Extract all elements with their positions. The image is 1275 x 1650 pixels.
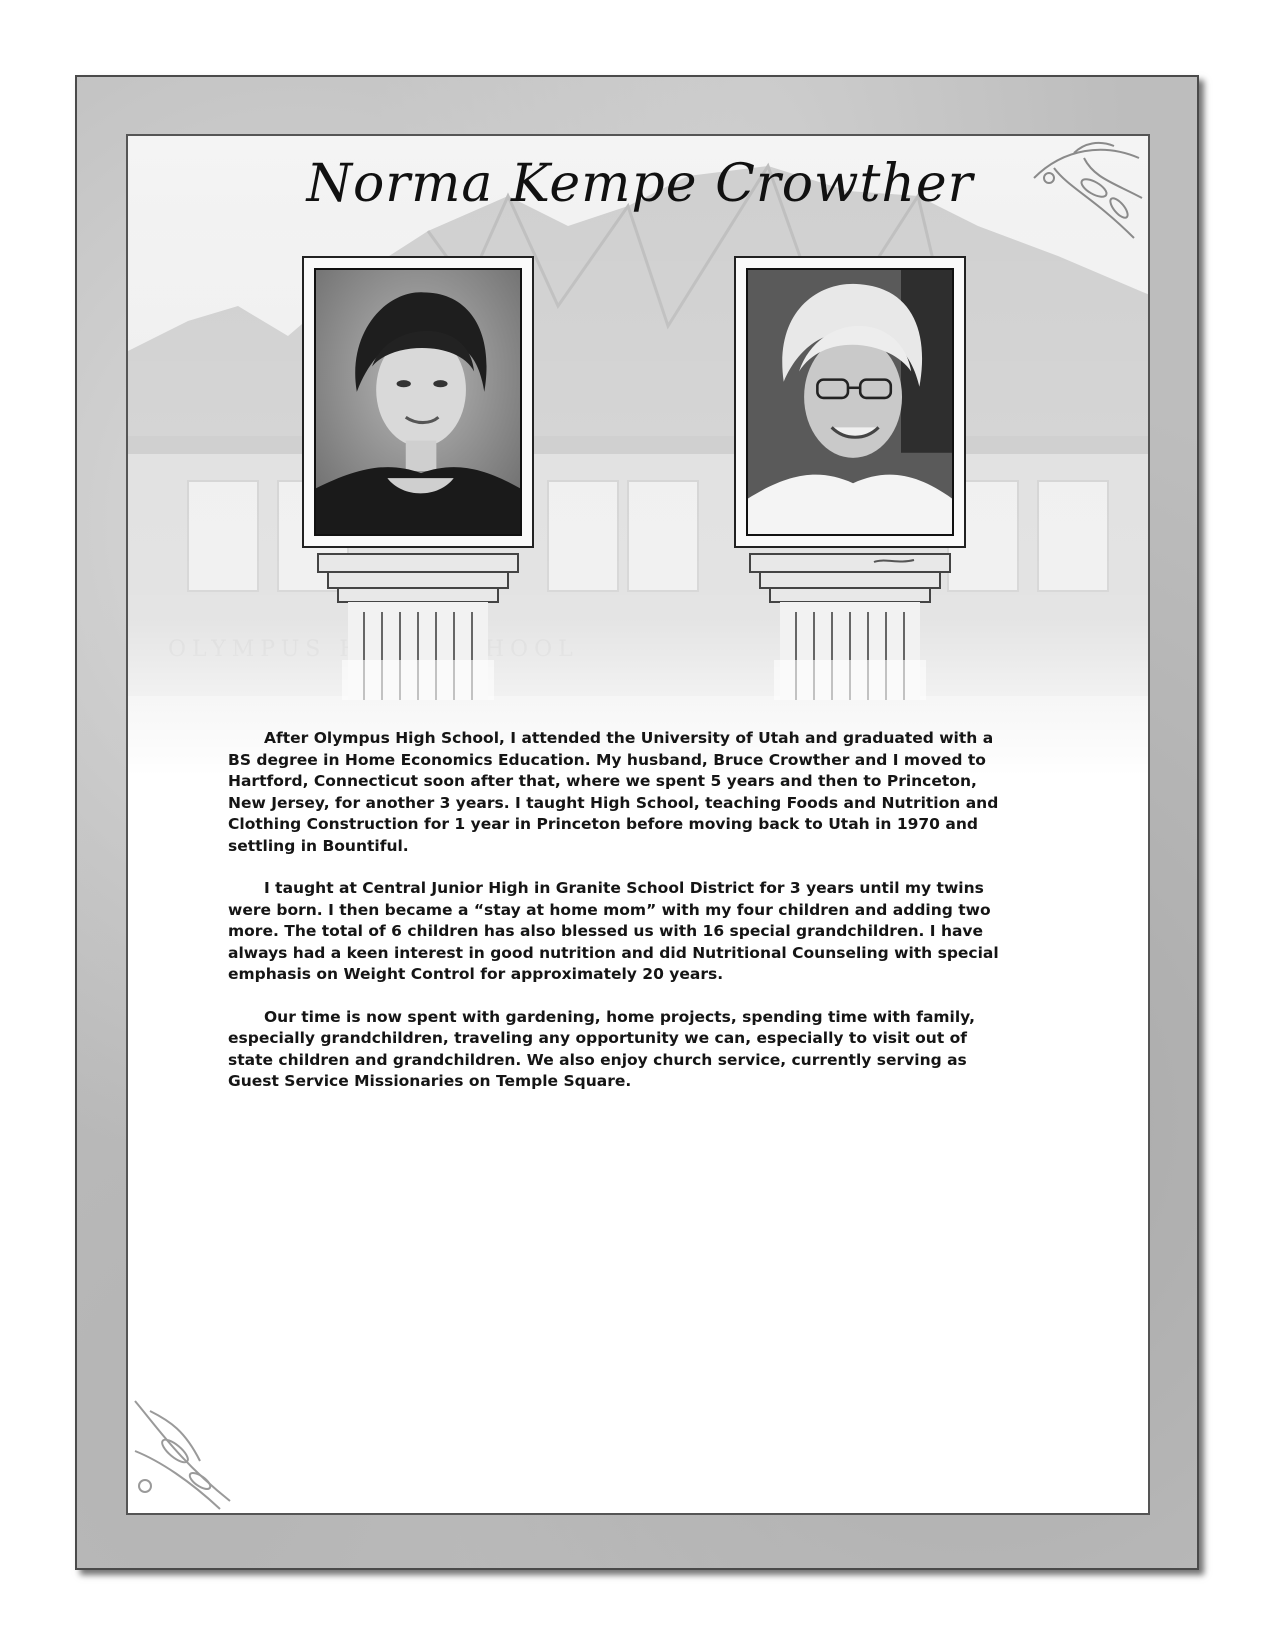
portrait-older-icon [746, 268, 954, 536]
photo-frame-left [302, 256, 534, 548]
floral-flourish-icon [130, 1391, 240, 1511]
background-scene [128, 136, 1150, 776]
page-frame [75, 75, 1199, 1570]
biography [228, 728, 1008, 1114]
bio-paragraph: I taught at Central Junior High in Granite School District for 3 years until my twins were born. I then became a “stay at home mom” with my four children and adding two more. The total of 6 children has also blessed us with 16 special grandchildren. I have always had a keen interest in good nutrition and did Nutritional Counseling with special emphasis on Weight Control for approximately 20 years. [228, 879, 999, 983]
column-base-left [302, 550, 534, 700]
content-panel [126, 134, 1150, 1515]
bio-paragraph: After Olympus High School, I attended the University of Utah and graduated with a BS degree in Home Economics Education. My husband, Bruce Crowther and I moved to Hartford, Connecticut soon after that, where we spent 5 years and then to Princeton, New Jersey, for another 3 years. I taught High School, teaching Foods and Nutrition and Clothing Construction for 1 year in Princeton before moving back to Utah in 1970 and settling in Bountiful. [228, 729, 999, 855]
pillar-left [302, 256, 534, 700]
portrait-young-icon [314, 268, 522, 536]
page-title: Norma Kempe Crowther [306, 154, 974, 214]
pillar-right [734, 256, 966, 700]
column-base-right [734, 550, 966, 700]
bio-paragraph: Our time is now spent with gardening, home projects, spending time with family, especially grandchildren, traveling any opportunity we can, especially to visit out of state children and grandchildren. We also enjoy church service, currently serving as Guest Service Missionaries on Temple Square. [228, 1007, 975, 1090]
photo-frame-right [734, 256, 966, 548]
floral-flourish-icon [1024, 138, 1144, 248]
